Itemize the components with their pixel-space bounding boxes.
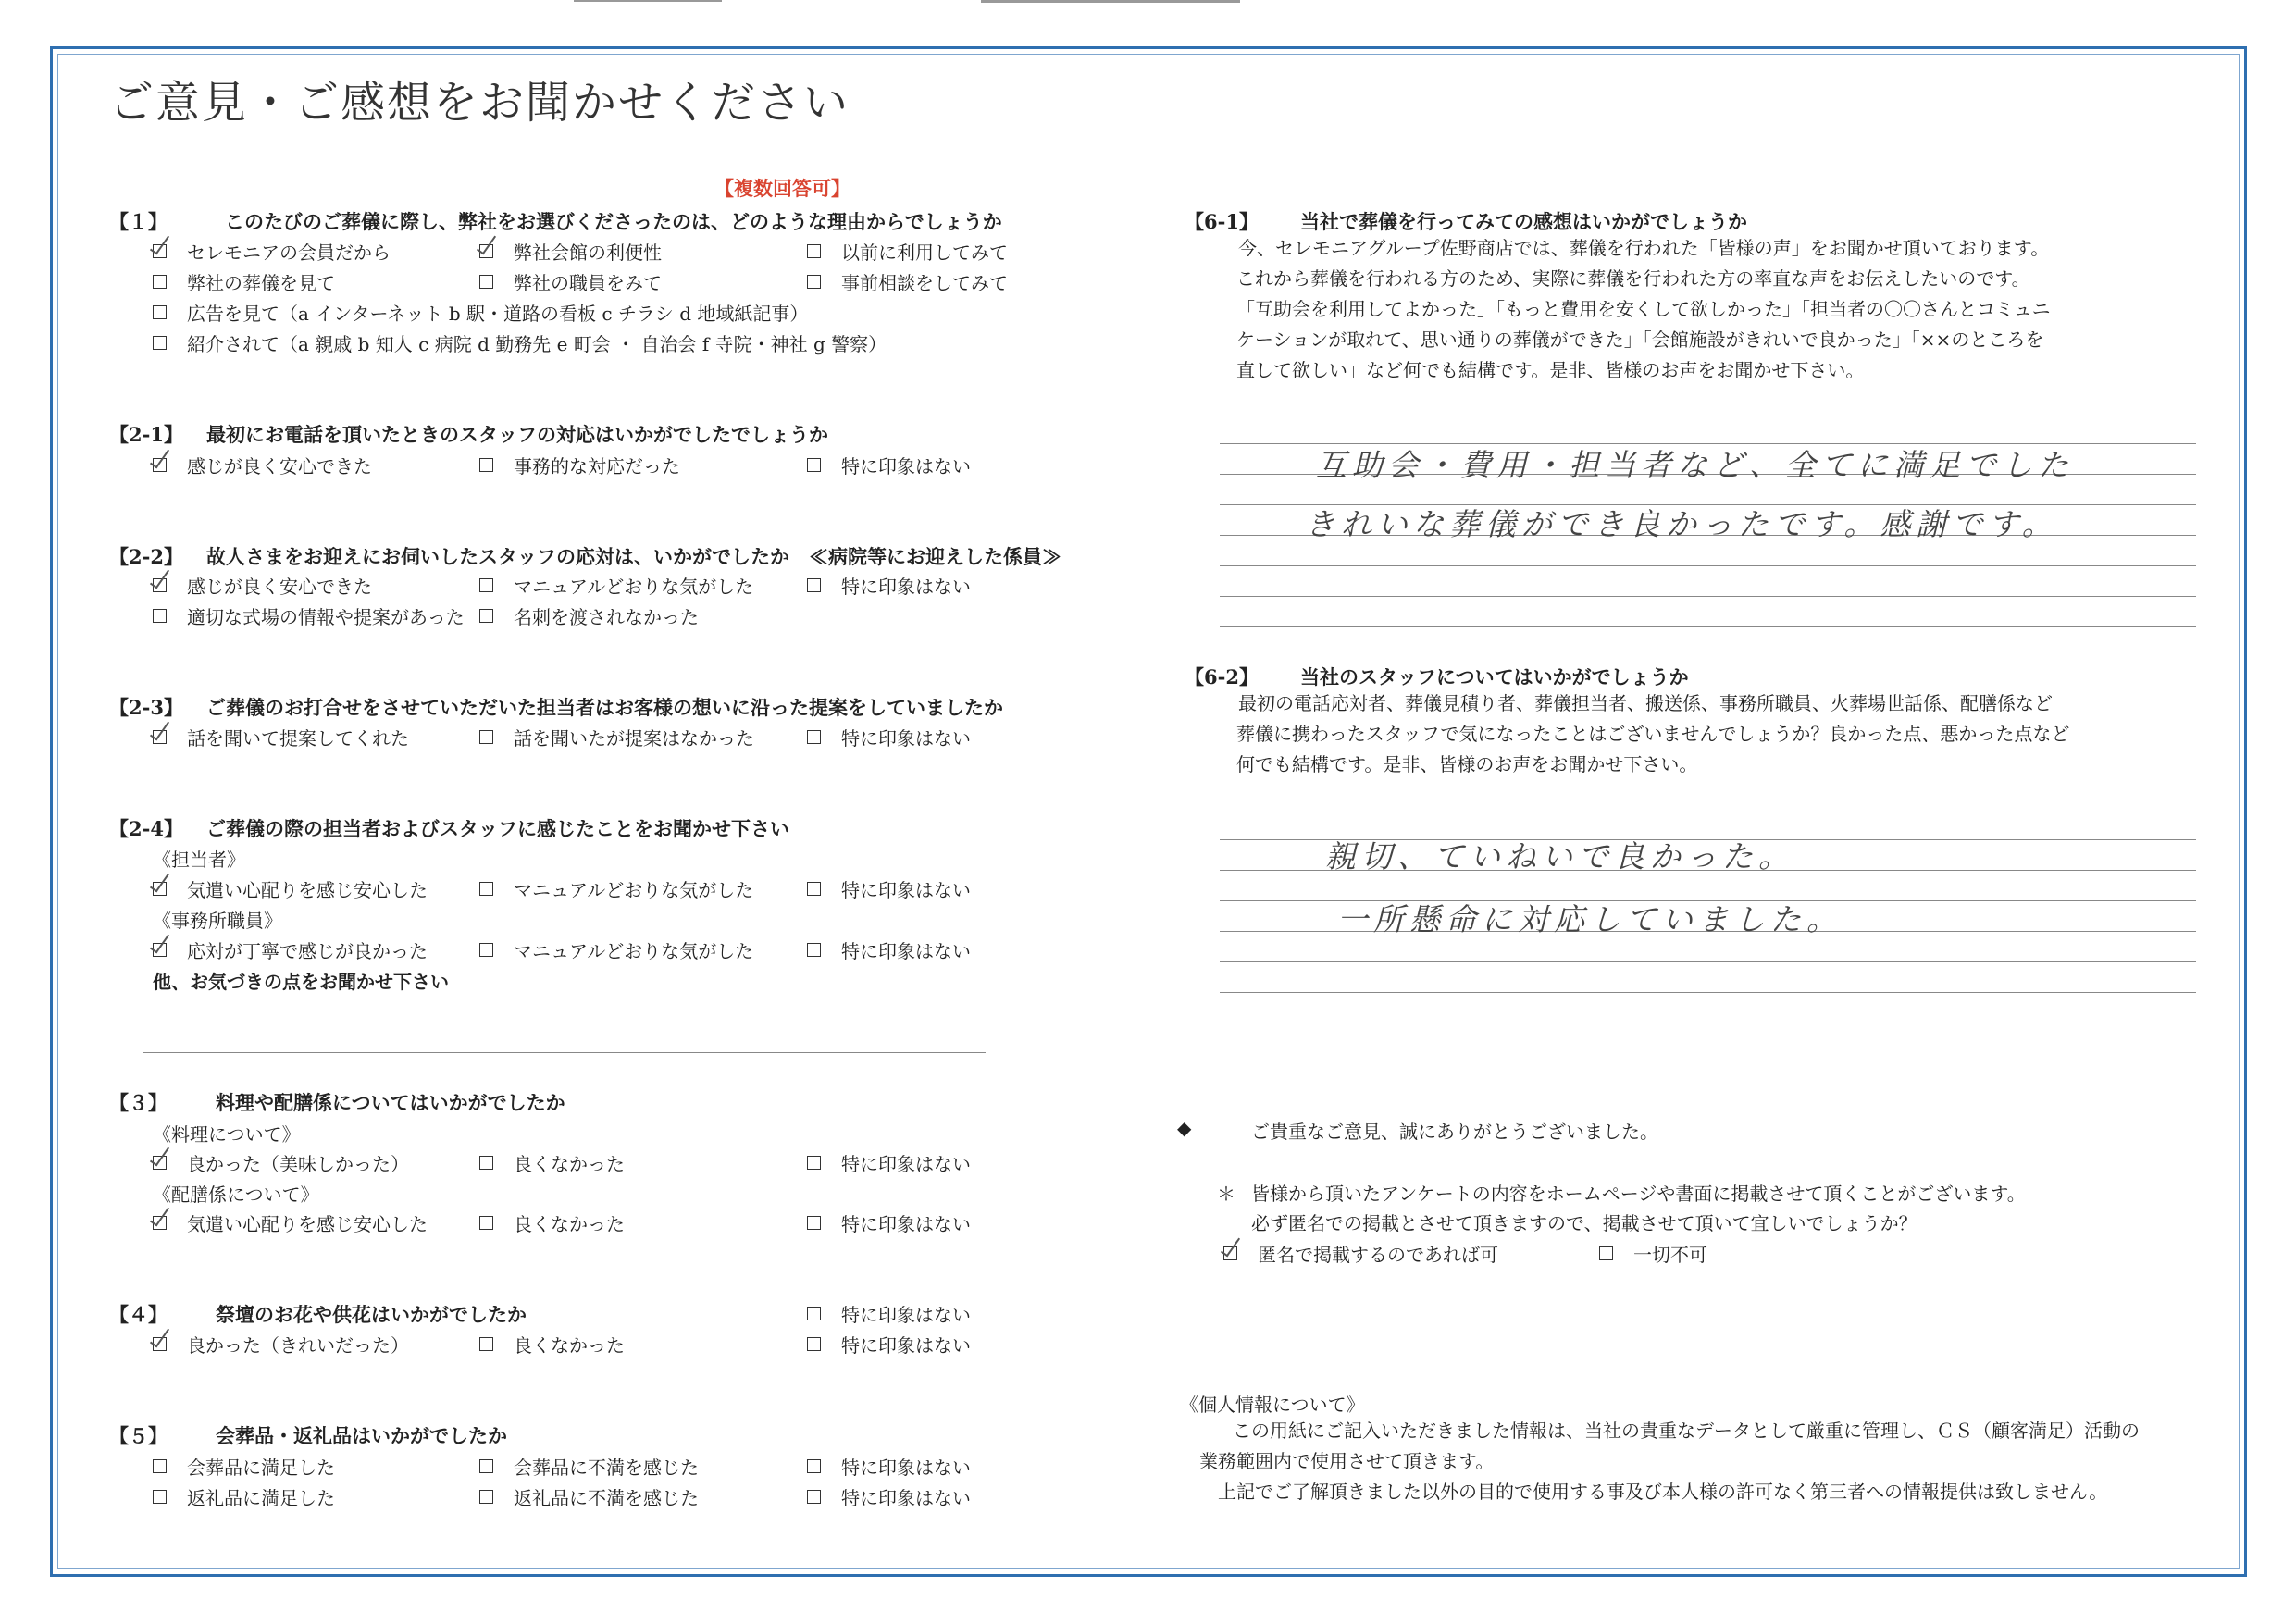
q2-1-heading: 【2-1】 最初にお電話を頂いたときのスタッフの対応はいかがでしたでしょうか: [109, 423, 828, 446]
q2-4-staff-option-2[interactable]: マニュアルどおりな気がした: [479, 875, 753, 902]
q5-heading: 【５】 会葬品・返礼品はいかがでしたか: [109, 1424, 507, 1447]
q2-4-office-option-1[interactable]: 応対が丁寧で感じが良かった: [153, 936, 428, 963]
q2-4-staff-option-1[interactable]: 気遣い心配りを感じ安心した: [153, 875, 428, 902]
q5-option-2[interactable]: 会葬品に不満を感じた: [479, 1453, 699, 1480]
q4-option-3[interactable]: 特に印象はない: [807, 1331, 971, 1357]
diamond-icon: ◆: [1177, 1117, 1192, 1139]
q6-2-description: 最初の電話応対者、葬儀見積り者、葬儀担当者、搬送係、事務所職員、火葬場世話係、配膳係など 葬儀に携わったスタッフで気になったことはございませんでしょうか？良かった点、悪かった点など 何でも結構です。是非、皆様のお声をお聞かせ下さい。: [1236, 692, 2070, 775]
q6-2-answer-line[interactable]: [1220, 961, 2196, 962]
q6-1-answer-line[interactable]: [1220, 565, 2196, 566]
checkbox-icon[interactable]: [479, 458, 493, 472]
checkbox-icon[interactable]: [807, 1459, 821, 1473]
checkbox-icon[interactable]: [807, 1490, 821, 1504]
q3-sub-food: 《料理について》: [153, 1123, 301, 1146]
checkbox-icon[interactable]: [479, 1216, 493, 1230]
q1-option-8[interactable]: 紹介されて（a 親戚 b 知人 c 病院 d 勤務先 e 町会 ・ 自治会 f 寺院・神社 g 警察）: [153, 329, 887, 356]
checkbox-icon[interactable]: [807, 882, 821, 896]
q4-extra-option[interactable]: 特に印象はない: [807, 1300, 971, 1327]
publish-notice-line1: 皆様から頂いたアンケートの内容をホームページや書面に掲載させて頂くことがございます。: [1251, 1183, 2026, 1205]
q2-3-heading: 【2-3】 ご葬儀のお打合せをさせていただいた担当者はお客様の想いに沿った提案をしていましたか: [109, 696, 1003, 719]
checkbox-icon[interactable]: [807, 1307, 821, 1320]
checkbox-icon[interactable]: [479, 609, 493, 623]
privacy-title: 《個人情報について》: [1180, 1394, 1365, 1416]
q2-2-option-3[interactable]: 特に印象はない: [807, 572, 971, 599]
publish-notice-line2: 必ず匿名での掲載とさせて頂きますので、掲載させて頂いて宜しいでしょうか？: [1251, 1212, 1917, 1234]
publish-option-anonymous[interactable]: 匿名で掲載するのであれば可: [1223, 1240, 1498, 1267]
checkbox-icon[interactable]: [153, 458, 167, 472]
checkbox-icon[interactable]: [1223, 1246, 1237, 1260]
q2-4-other-prompt: 他、お気づきの点をお聞かせ下さい: [153, 971, 449, 993]
q2-3-option-1[interactable]: 話を聞いて提案してくれた: [153, 724, 409, 750]
q1-option-2[interactable]: 弊社会館の利便性: [479, 238, 662, 265]
q6-1-answer-line[interactable]: [1220, 626, 2196, 627]
q2-1-option-2[interactable]: 事務的な対応だった: [479, 452, 680, 478]
q2-3-option-2[interactable]: 話を聞いたが提案はなかった: [479, 724, 754, 750]
q2-4-answer-line[interactable]: [143, 1052, 986, 1053]
checkbox-icon[interactable]: [153, 609, 167, 623]
q3-food-option-3[interactable]: 特に印象はない: [807, 1149, 971, 1176]
checkbox-icon[interactable]: [479, 943, 493, 957]
q2-1-option-1[interactable]: 感じが良く安心できた: [153, 452, 372, 478]
q2-4-sub-office: 《事務所職員》: [153, 910, 282, 932]
checkbox-icon[interactable]: [153, 1156, 167, 1170]
page-title: ご意見・ご感想をお聞かせください: [109, 77, 850, 129]
q6-2-answer-line[interactable]: [1220, 992, 2196, 993]
q5-option-6[interactable]: 特に印象はない: [807, 1483, 971, 1510]
q1-heading: 【１】 このたびのご葬儀に際し、弊社をお選びくださったのは、どのような理由からでしょうか: [109, 210, 1002, 233]
q4-option-2[interactable]: 良くなかった: [479, 1331, 625, 1357]
checkbox-icon[interactable]: [807, 578, 821, 592]
q1-option-7[interactable]: 広告を見て（a インターネット b 駅・道路の看板 c チラシ d 地域紙記事）: [153, 299, 808, 326]
q4-option-1[interactable]: 良かった（きれいだった）: [153, 1331, 409, 1357]
q3-server-option-3[interactable]: 特に印象はない: [807, 1209, 971, 1236]
checkbox-icon[interactable]: [479, 578, 493, 592]
checkbox-icon[interactable]: [479, 275, 493, 289]
multiple-answers-note: 【複数回答可】: [714, 177, 850, 200]
q3-heading: 【３】 料理や配膳係についてはいかがでしたか: [109, 1091, 565, 1114]
checkbox-icon[interactable]: [153, 730, 167, 744]
q3-food-option-2[interactable]: 良くなかった: [479, 1149, 625, 1176]
checkbox-icon[interactable]: [807, 244, 821, 258]
q6-2-heading: 【6-2】 当社のスタッフについてはいかがでしょうか: [1185, 665, 1689, 688]
checkbox-icon[interactable]: [153, 244, 167, 258]
checkbox-icon[interactable]: [153, 1490, 167, 1504]
checkbox-icon[interactable]: [479, 730, 493, 744]
q2-4-office-option-2[interactable]: マニュアルどおりな気がした: [479, 936, 753, 963]
checkbox-icon[interactable]: [153, 1459, 167, 1473]
publish-option-decline[interactable]: 一切不可: [1599, 1240, 1707, 1267]
checkbox-icon[interactable]: [479, 1459, 493, 1473]
checkbox-icon[interactable]: [807, 943, 821, 957]
q6-2-handwritten-answer-1: 親切、ていねいで良かった。: [1325, 838, 1794, 874]
checkbox-icon[interactable]: [153, 578, 167, 592]
q2-2-heading: 【2-2】 故人さまをお迎えにお伺いしたスタッフの応対は、いかがでしたか ≪病院等にお迎えした係員≫: [109, 545, 1061, 568]
checkbox-icon[interactable]: [807, 1156, 821, 1170]
q6-1-handwritten-answer-1: 互助会・費用・担当者など、全てに満足でした: [1316, 447, 2074, 483]
checkbox-icon[interactable]: [807, 275, 821, 289]
checkbox-icon[interactable]: [479, 1490, 493, 1504]
q6-1-description: 今、セレモニアグループ佐野商店では、葬儀を行われた「皆様の声」をお聞かせ頂いております。 これから葬儀を行われる方のため、実際に葬儀を行われた方の率直な声をお伝えしたいのです。 「互助会を利用してよかった」「もっと費用を安くして欲しかった」「担当者の〇〇さんとコミュニ ケーションが取れて、思い通りの葬儀ができた」「会館施設がきれいで良かった」「××のところを 直して欲しい」など何でも結構です。是非、皆様のお声をお聞かせ下さい。: [1236, 237, 2051, 381]
checkbox-icon[interactable]: [153, 275, 167, 289]
checkbox-icon[interactable]: [479, 882, 493, 896]
q2-4-heading: 【2-4】 ご葬儀の際の担当者およびスタッフに感じたことをお聞かせ下さい: [109, 817, 789, 840]
thanks-message: ご貴重なご意見、誠にありがとうございました。: [1251, 1121, 1658, 1143]
q1-option-4[interactable]: 弊社の葬儀を見て: [153, 268, 335, 295]
q3-server-option-1[interactable]: 気遣い心配りを感じ安心した: [153, 1209, 428, 1236]
q3-food-option-1[interactable]: 良かった（美味しかった）: [153, 1149, 409, 1176]
q2-2-option-4[interactable]: 適切な式場の情報や提案があった: [153, 602, 465, 629]
checkbox-icon[interactable]: [153, 1216, 167, 1230]
q6-1-answer-line[interactable]: [1220, 596, 2196, 597]
q2-2-option-2[interactable]: マニュアルどおりな気がした: [479, 572, 753, 599]
q6-1-handwritten-answer-2: きれいな葬儀ができ良かったです。感謝です。: [1305, 506, 2058, 542]
q2-3-option-3[interactable]: 特に印象はない: [807, 724, 971, 750]
checkbox-icon[interactable]: [807, 1216, 821, 1230]
checkbox-icon[interactable]: [153, 336, 167, 350]
q6-1-heading: 【6-1】 当社で葬儀を行ってみての感想はいかがでしょうか: [1185, 210, 1747, 233]
q2-4-staff-option-3[interactable]: 特に印象はない: [807, 875, 971, 902]
q1-option-5[interactable]: 弊社の職員をみて: [479, 268, 662, 295]
q2-4-office-option-3[interactable]: 特に印象はない: [807, 936, 971, 963]
checkbox-icon[interactable]: [153, 943, 167, 957]
checkbox-icon[interactable]: [807, 730, 821, 744]
q5-option-5[interactable]: 返礼品に不満を感じた: [479, 1483, 699, 1510]
checkbox-icon[interactable]: [479, 1337, 493, 1351]
q5-option-1[interactable]: 会葬品に満足した: [153, 1453, 335, 1480]
q1-option-6[interactable]: 事前相談をしてみて: [807, 268, 1008, 295]
q4-heading: 【４】 祭壇のお花や供花はいかがでしたか: [109, 1303, 527, 1326]
q3-server-option-2[interactable]: 良くなかった: [479, 1209, 625, 1236]
checkbox-icon[interactable]: [1599, 1246, 1613, 1260]
checkbox-icon[interactable]: [153, 882, 167, 896]
q2-2-option-5[interactable]: 名刺を渡されなかった: [479, 602, 699, 629]
q3-sub-server: 《配膳係について》: [153, 1184, 319, 1206]
checkbox-icon[interactable]: [807, 458, 821, 472]
q2-4-sub-staff: 《担当者》: [153, 849, 245, 871]
q2-2-option-1[interactable]: 感じが良く安心できた: [153, 572, 372, 599]
asterisk-icon: ＊: [1217, 1183, 1235, 1205]
q2-1-option-3[interactable]: 特に印象はない: [807, 452, 971, 478]
q5-option-4[interactable]: 返礼品に満足した: [153, 1483, 335, 1510]
checkbox-icon[interactable]: [153, 305, 167, 319]
checkbox-icon[interactable]: [479, 1156, 493, 1170]
privacy-text: この用紙にご記入いただきました情報は、当社の貴重なデータとして厳重に管理し、ＣＳ（顧客満足）活動の 業務範囲内で使用させて頂きます。 上記でご了解頂きました以外の目的で使用する事及び本人様の許可なく第三者への情報提供は致しません。: [1199, 1419, 2140, 1503]
q1-option-3[interactable]: 以前に利用してみて: [807, 238, 1008, 265]
checkbox-icon[interactable]: [153, 1337, 167, 1351]
checkbox-icon[interactable]: [479, 244, 493, 258]
q1-option-1[interactable]: セレモニアの会員だから: [153, 238, 391, 265]
q5-option-3[interactable]: 特に印象はない: [807, 1453, 971, 1480]
checkbox-icon[interactable]: [807, 1337, 821, 1351]
q6-2-handwritten-answer-2: 一所懸命に対応していました。: [1337, 901, 1843, 937]
